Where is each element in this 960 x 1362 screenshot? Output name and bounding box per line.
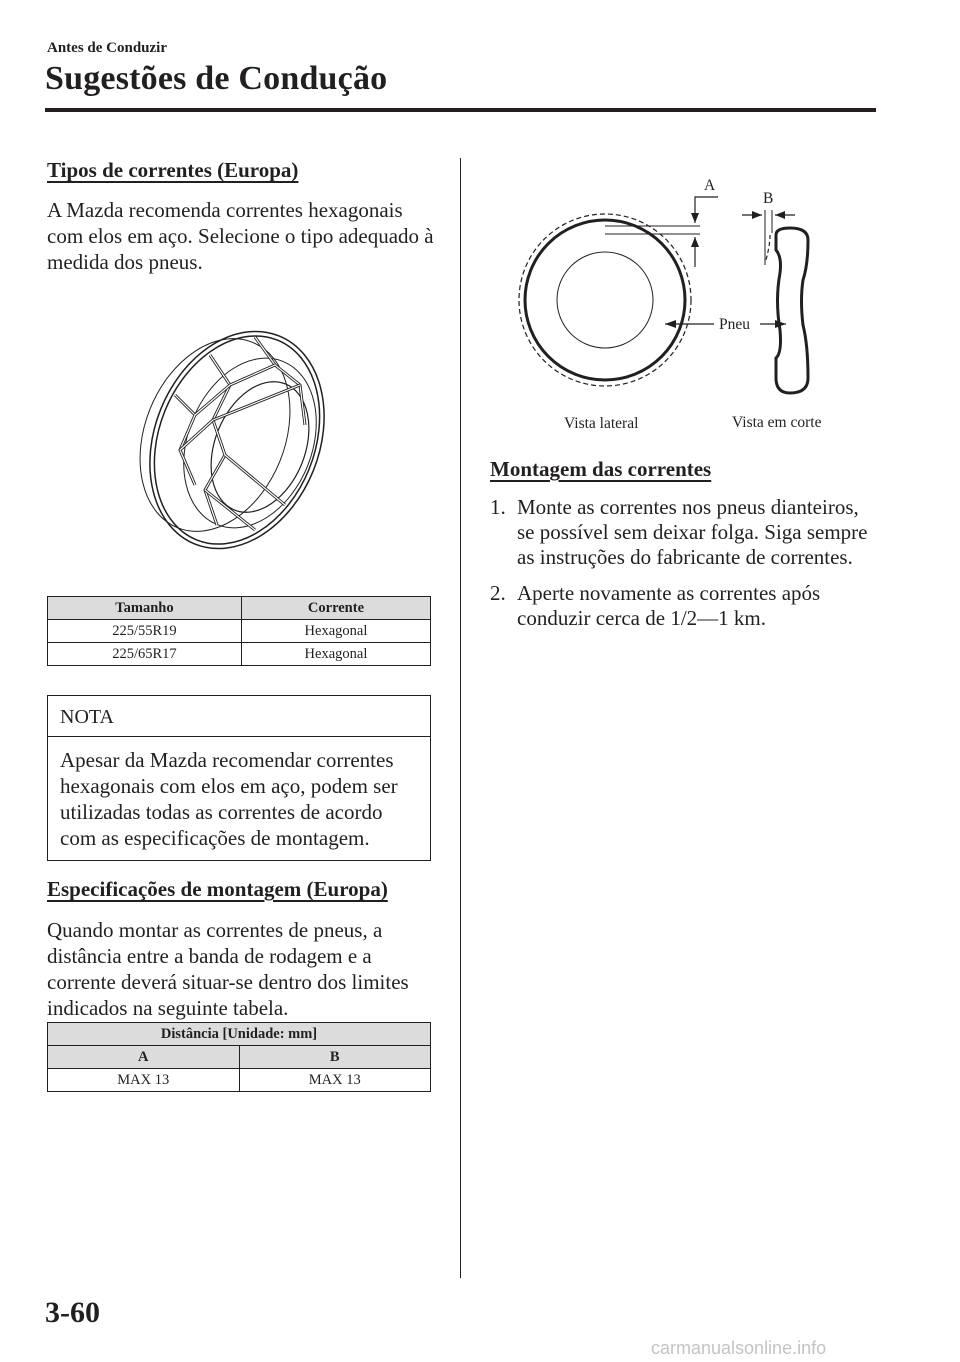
chain-size-table xyxy=(47,596,431,666)
step-number: 2. xyxy=(490,581,506,605)
label-tire: Pneu xyxy=(719,316,750,333)
table-header-b: B xyxy=(239,1046,431,1069)
label-side-view: Vista lateral xyxy=(564,415,639,432)
table-header-a: A xyxy=(48,1046,240,1069)
table-cell: MAX 13 xyxy=(48,1069,240,1092)
tire-clearance-diagram xyxy=(490,165,870,440)
table-cell: MAX 13 xyxy=(239,1069,431,1092)
snow-chain-illustration xyxy=(135,325,345,550)
heading-chain-types: Tipos de correntes (Europa) xyxy=(47,158,299,182)
spec-text: Quando montar as correntes de pneus, a distância entre a banda de rodagem e a corrente deverá situar-se dentro dos limites indicados na seguinte tabela. xyxy=(47,918,409,1020)
watermark: carmanualsonline.info xyxy=(651,1338,827,1358)
note-text: Apesar da Mazda recomendar correntes hexagonais com elos em aço, podem ser utilizadas todas as correntes de acordo com as especificações de montagem. xyxy=(60,748,398,850)
section-label: Antes de Conduzir xyxy=(47,40,168,56)
step-text: Monte as correntes nos pneus dianteiros, se possível sem deixar folga. Siga sempre as instruções do fabricante de correntes. xyxy=(517,495,868,569)
table-row xyxy=(48,1069,431,1092)
page-title: Sugestões de Condução xyxy=(45,60,388,97)
label-a: A xyxy=(704,177,716,194)
table-header-chain: Corrente xyxy=(241,597,430,620)
heading-mounting-specs: Especificações de montagem (Europa) xyxy=(47,877,388,901)
list-item xyxy=(490,495,870,570)
table-cell: Hexagonal xyxy=(241,620,430,643)
note-box xyxy=(47,695,431,861)
title-rule xyxy=(45,108,876,112)
table-cell: Hexagonal xyxy=(241,643,430,666)
heading-chain-mounting: Montagem das correntes xyxy=(490,457,712,481)
label-section-view: Vista em corte xyxy=(732,414,822,431)
page-number: 3-60 xyxy=(45,1296,100,1329)
table-row xyxy=(48,620,431,643)
column-divider xyxy=(460,158,461,1278)
intro-text: A Mazda recomenda correntes hexagonais com elos em aço. Selecione o tipo adequado à medida dos pneus. xyxy=(47,198,434,274)
mounting-steps xyxy=(490,495,870,642)
list-item xyxy=(490,581,870,631)
step-text: Aperte novamente as correntes após conduzir cerca de 1/2—1 km. xyxy=(517,581,821,630)
step-number: 1. xyxy=(490,495,506,519)
table-cell: 225/65R17 xyxy=(48,643,242,666)
distance-table xyxy=(47,1022,431,1092)
distance-table-title: Distância [Unidade: mm] xyxy=(48,1023,431,1046)
table-header-size: Tamanho xyxy=(48,597,242,620)
label-b: B xyxy=(763,190,774,207)
note-label: NOTA xyxy=(48,696,430,737)
table-row xyxy=(48,643,431,666)
table-cell: 225/55R19 xyxy=(48,620,242,643)
